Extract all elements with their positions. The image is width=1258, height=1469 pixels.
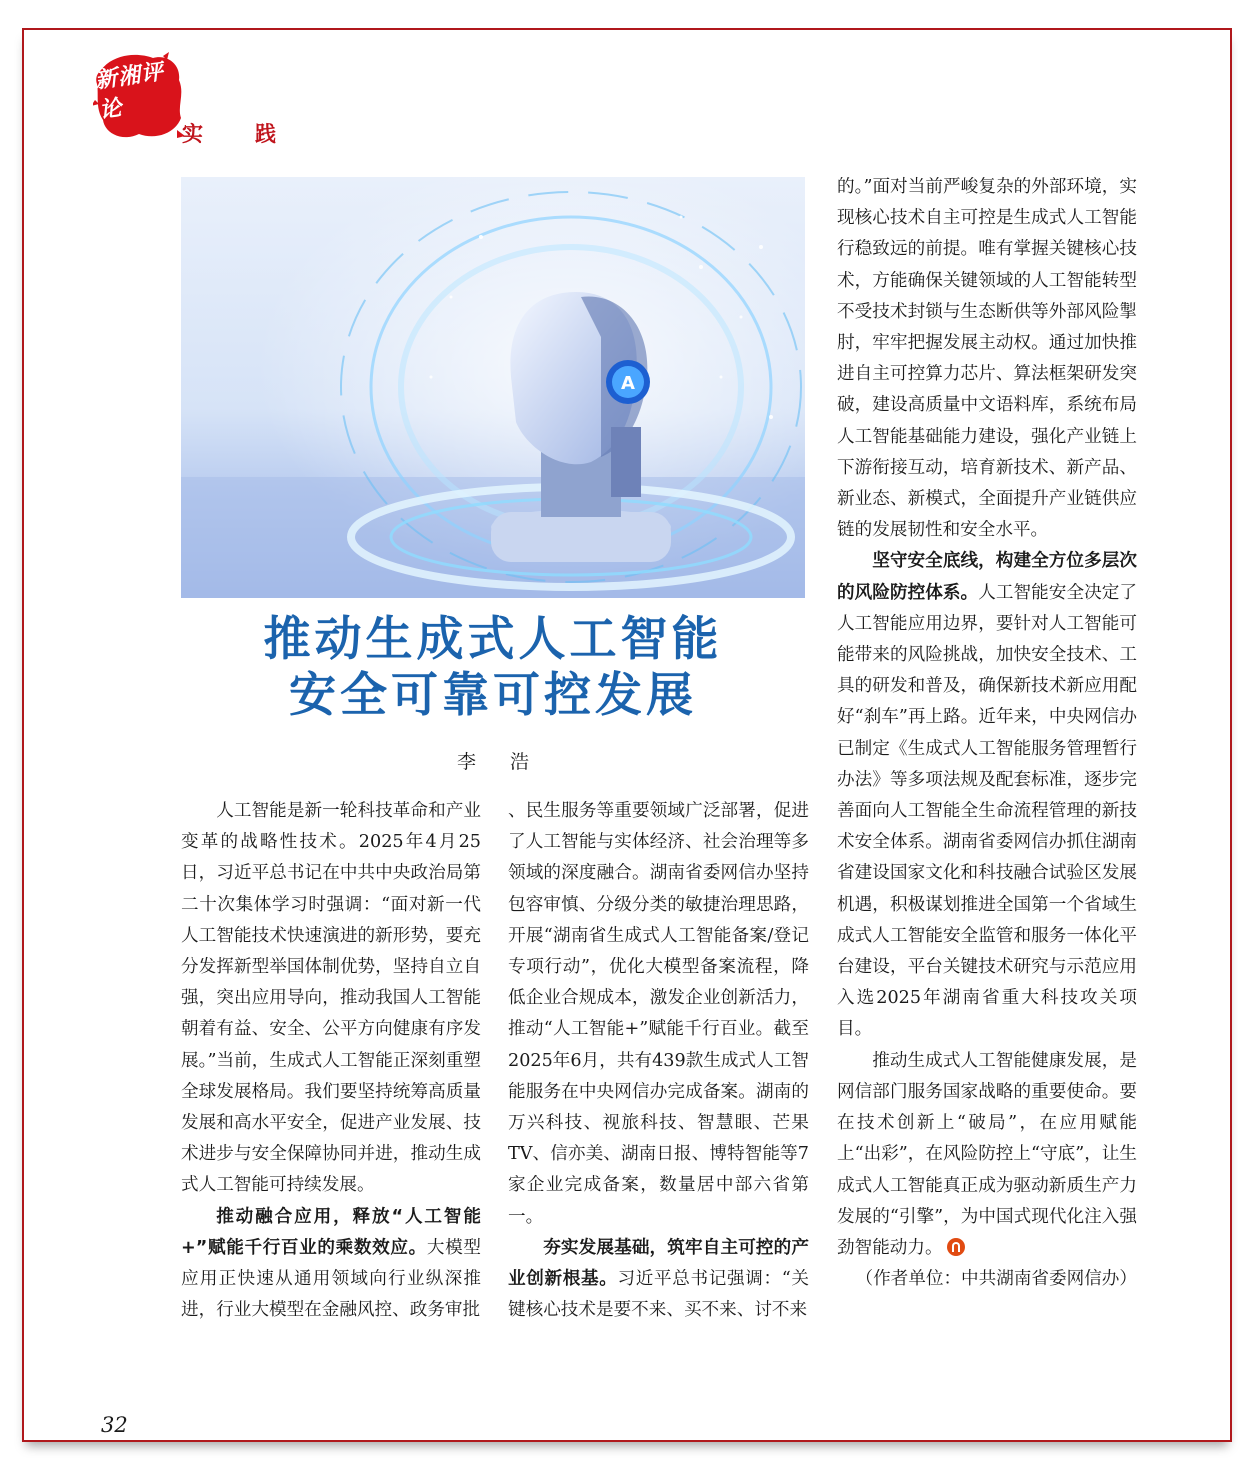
article-paragraph [837, 172, 1137, 546]
article-paragraph [181, 1202, 481, 1327]
paragraph-lead: 夯实发展基础，筑牢自主可控的产业创新根基。 [508, 1237, 809, 1290]
paragraph-text: 、民生服务等重要领域广泛部署，促进了人工智能与实体经济、社会治理等多领域的深度融合。湖南省委网信办坚持包容审慎、分级分类的敏捷治理思路，开展“湖南省生成式人工智能备案/登记专项行动”，优化大模型备案流程，降低企业合规成本，激发企业创新活力，推动“人工智能+”赋能千行百业。截至2025年6月，共有439款生成式人工智能服务在中央网信办完成备案。湖南的万兴科技、视旅科技、智慧眼、芒果TV、信亦美、湖南日报、博特智能等7家企业完成备案，数量居中部六省第一。 [508, 801, 809, 1227]
author-name: 李浩 [456, 751, 563, 773]
paragraph-text: 人工智能是新一轮科技革命和产业变革的战略性技术。2025年4月25日，习近平总书记在中共中央政治局第二十次集体学习时强调：“面对新一代人工智能技术快速演进的新形势，要充分发挥新型举国体制优势，坚持自立自强，突出应用导向，推动我国人工智能朝着有益、安全、公平方向健康有序发展。”当前，生成式人工智能正深刻重塑全球发展格局。我们要坚持统筹高质量发展和高水平安全，促进产业发展、技术进步与安全保障协同并进，推动生成式人工智能可持续发展。 [181, 801, 481, 1196]
column-2 [508, 796, 809, 1326]
paragraph-text: 习近平总书记强调：“关键核心技术是要不来、买不来、讨不来 [508, 1269, 809, 1321]
hero-badge-letter: A [621, 373, 635, 394]
article-paragraph [508, 796, 809, 1233]
column-1 [181, 796, 481, 1326]
article-paragraph [837, 546, 1137, 1045]
paragraph-text: 人工智能安全决定了人工智能应用边界，要针对人工智能可能带来的风险挑战，加快安全技术、工具的研发和普及，确保新技术新应用配好“刹车”再上路。近年来，中央网信办已制定《生成式人工智能服务管理暂行办法》等多项法规及配套标准，逐步完善面向人工智能全生命流程管理的新技术安全体系。湖南省委网信办抓住湖南省建设国家文化和科技融合试验区发展机遇，积极谋划推进全国第一个省域生成式人工智能安全监管和服务一体化平台建设，平台关键技术研究与示范应用入选2025年湖南省重大科技攻关项目。 [837, 582, 1137, 1040]
hero-image [181, 177, 805, 598]
article-paragraph [508, 1233, 809, 1327]
magazine-logo [93, 50, 185, 142]
article-paragraph [837, 1046, 1137, 1264]
end-mark-icon [947, 1238, 965, 1256]
section-label: 实践 [182, 122, 328, 146]
page-number: 32 [101, 1413, 128, 1437]
logo-text: 新湘评论 [93, 58, 166, 124]
column-3 [837, 172, 1137, 1295]
paragraph-text: 推动生成式人工智能健康发展，是网信部门服务国家战略的重要使命。要在技术创新上“破局”，在应用赋能上“出彩”，在风险防控上“守底”，让生成式人工智能真正成为驱动新质生产力发展的“引擎”，为中国式现代化注入强劲智能动力。 [837, 1050, 1137, 1258]
paragraph-text: 的。”面对当前严峻复杂的外部环境，实现核心技术自主可控是生成式人工智能行稳致远的前提。唯有掌握关键核心技术，方能确保关键领域的人工智能转型不受技术封锁与生态断供等外部风险掣肘，牢牢把握发展主动权。通过加快推进自主可控算力芯片、算法框架研发突破，建设高质量中文语料库，系统布局人工智能基础能力建设，强化产业链上下游衔接互动，培育新技术、新产品、新业态、新模式，全面提升产业链供应链的发展韧性和安全水平。 [837, 177, 1137, 541]
title-line-1: 推动生成式人工智能 [263, 612, 723, 667]
paragraph-text: 大模型应用正快速从通用领域向行业纵深推进，行业大模型在金融风控、政务审批 [181, 1237, 481, 1321]
title-line-2: 安全可靠可控发展 [289, 668, 697, 723]
paragraph-lead: 坚守安全底线，构建全方位多层次的风险防控体系。 [837, 551, 1137, 603]
author-affiliation: （作者单位：中共湖南省委网信办） [855, 1269, 1137, 1290]
article-title [181, 612, 805, 724]
article-paragraph [181, 796, 481, 1202]
paragraph-lead: 推动融合应用，释放“人工智能+”赋能千行百业的乘数效应。 [181, 1206, 481, 1258]
